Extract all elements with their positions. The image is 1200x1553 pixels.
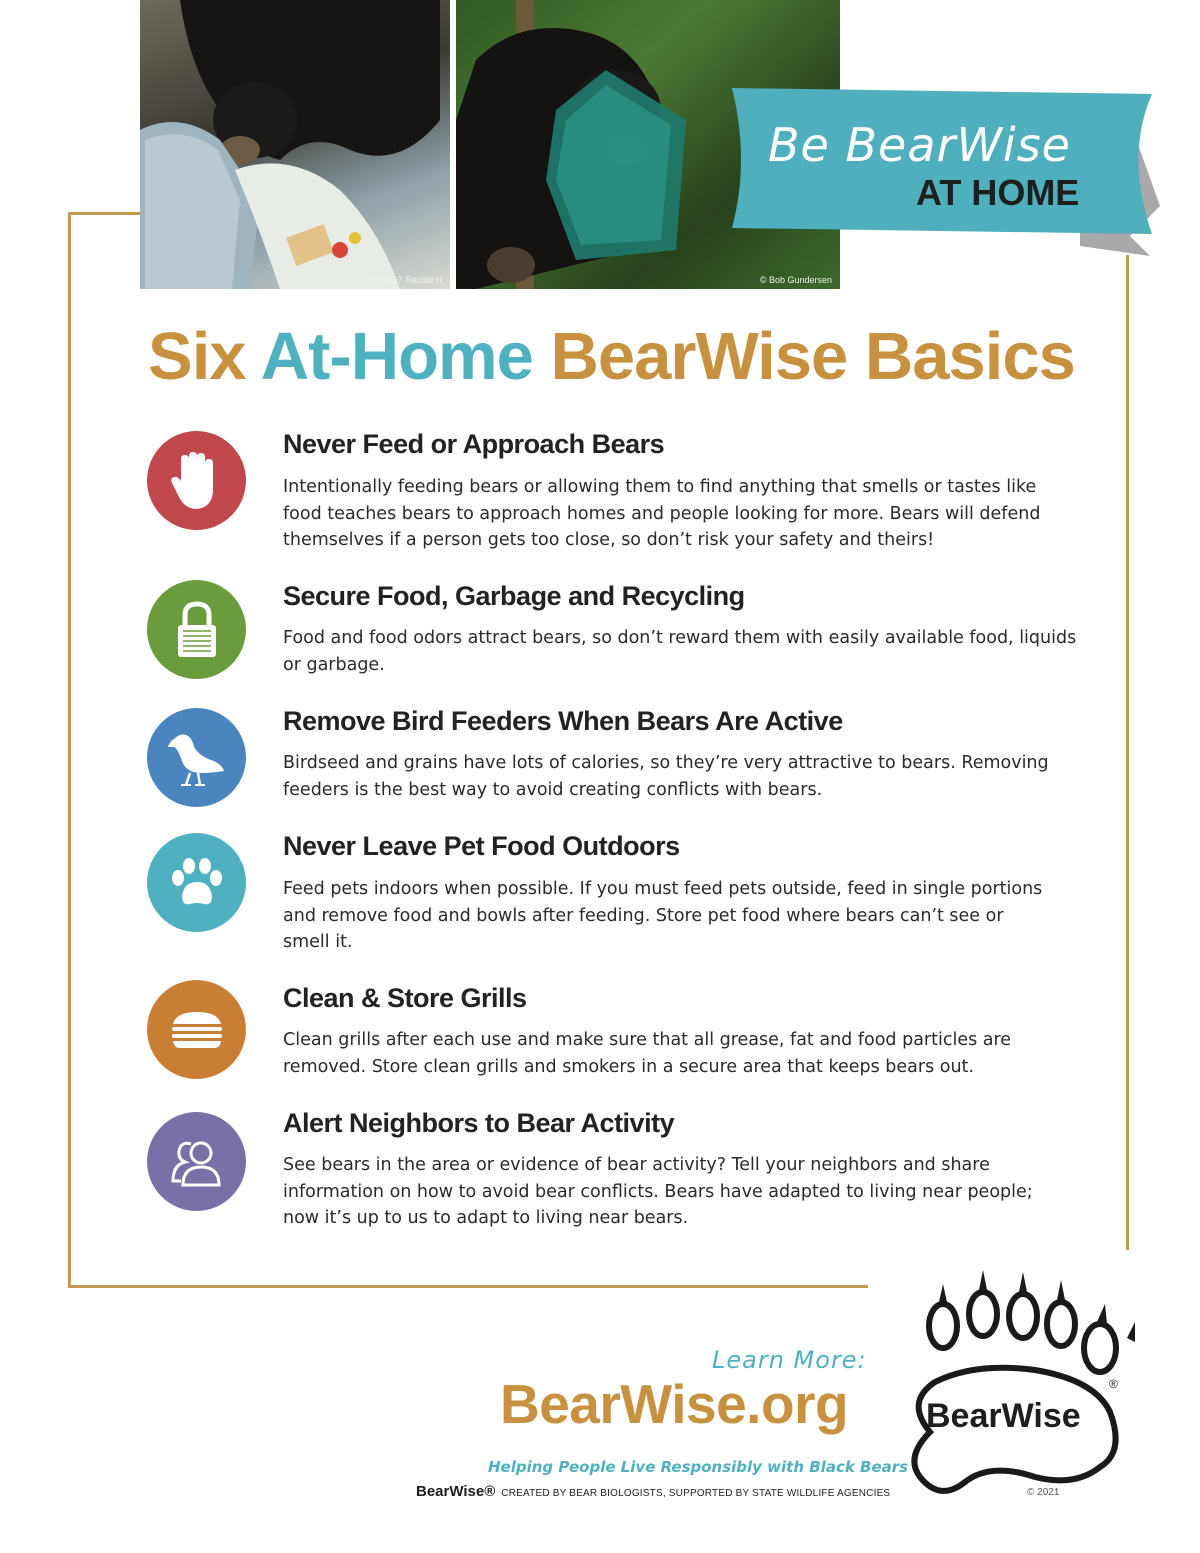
title-part-1: Six — [148, 319, 261, 394]
title-part-3: BearWise Basics — [532, 319, 1075, 394]
frame-line-bottom — [68, 1285, 868, 1288]
bearwise-paw-logo-icon — [895, 1262, 1145, 1524]
hand-icon — [147, 431, 246, 530]
page-title — [148, 318, 1075, 395]
credit-line — [416, 1483, 890, 1501]
item-heading: Clean & Store Grills — [283, 983, 527, 1013]
item-heading: Never Leave Pet Food Outdoors — [283, 831, 680, 861]
frame-line-top — [68, 212, 140, 215]
item-heading: Never Feed or Approach Bears — [283, 429, 665, 459]
banner-subtitle: AT HOME — [916, 172, 1080, 213]
item-body: See bears in the area or evidence of bear activity? Tell your neighbors and share information on how to avoid bear conflicts. Bears have adapted to living near people; now it’s up to us to adapt to living near bears. — [283, 1155, 1033, 1228]
bear-garbage-illustration — [140, 0, 450, 289]
credit-brand: BearWise® — [416, 1483, 496, 1500]
banner-title: Be BearWise — [768, 118, 1071, 172]
item-heading: Secure Food, Garbage and Recycling — [283, 581, 745, 611]
item-body: Feed pets indoors when possible. If you must feed pets outside, feed in single portions and remove food and bowls after feeding. Store pet food where bears can’t see or smell it. — [283, 879, 1043, 952]
burger-icon — [147, 980, 246, 1079]
logo-copyright: © 2021 — [1027, 1487, 1060, 1498]
tagline: Helping People Live Responsibly with Black Bears — [488, 1458, 909, 1476]
logo-registered-mark: ® — [1109, 1377, 1118, 1391]
photo-credit: © Bob Gundersen — [759, 275, 832, 285]
credit-text: CREATED BY BEAR BIOLOGISTS, SUPPORTED BY STATE WILDLIFE AGENCIES — [501, 1488, 891, 1499]
item-body: Birdseed and grains have lots of calories, so they’re very attractive to bears. Removing feeders is the best way to avoid creating conflicts with bears. — [283, 753, 1049, 800]
learn-more-label: Learn More: — [712, 1346, 867, 1374]
paw-icon — [147, 833, 246, 932]
frame-line-left — [68, 212, 71, 1287]
item-heading: Remove Bird Feeders When Bears Are Active — [283, 706, 843, 736]
lock-icon — [147, 580, 246, 679]
logo-wordmark: BearWise — [926, 1397, 1081, 1435]
bird-icon — [147, 708, 246, 807]
frame-line-right — [1126, 255, 1129, 1250]
website-link[interactable]: BearWise.org — [500, 1373, 849, 1435]
people-icon — [147, 1112, 246, 1211]
item-body: Food and food odors attract bears, so don’t reward them with easily available food, liquids or garbage. — [283, 628, 1077, 675]
item-heading: Alert Neighbors to Bear Activity — [283, 1108, 675, 1138]
item-body: Intentionally feeding bears or allowing them to find anything that smells or tastes like food teaches bears to approach homes and people looking for more. Bears will defend themselves if a person gets too close, so don’t risk your safety and theirs! — [283, 477, 1041, 550]
bear-garbage-photo — [140, 0, 450, 289]
photo-credit: (c) 2017 Rachid H — [369, 275, 442, 285]
title-part-2: At-Home — [260, 319, 533, 394]
item-body: Clean grills after each use and make sure that all grease, fat and food particles are removed. Store clean grills and smokers in a secure area that keeps bears out. — [283, 1030, 1012, 1077]
